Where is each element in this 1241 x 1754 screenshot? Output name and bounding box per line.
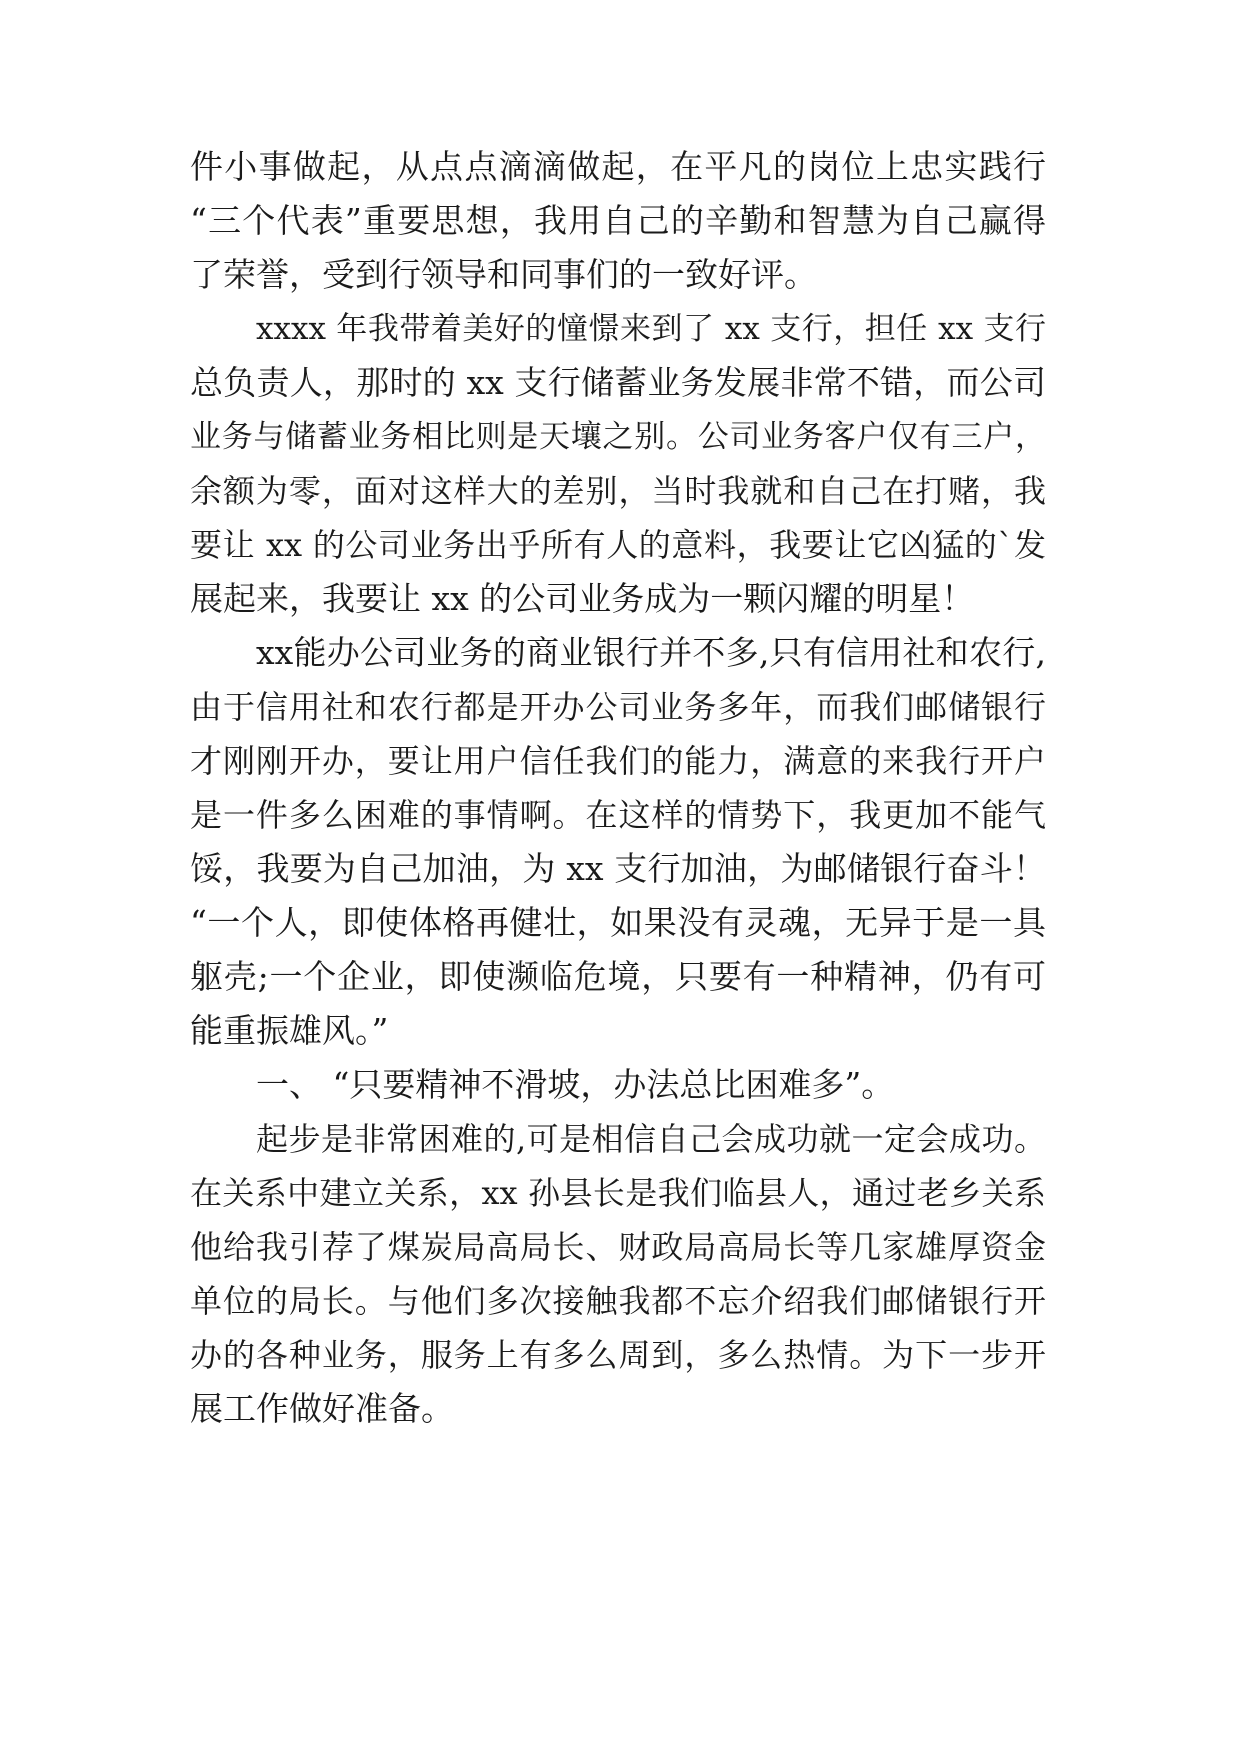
text-line: 件小事做起，从点点滴滴做起，在平凡的岗位上忠实践行 [190, 147, 1046, 186]
text-line: 总负责人，那时的 xx 支行储蓄业务发展非常不错，而公司 [190, 363, 1046, 402]
text-line: 馁，我要为自己加油，为 xx 支行加油，为邮储银行奋斗！ [190, 849, 1046, 888]
text-line: 单位的局长。与他们多次接触我都不忘介绍我们邮储银行开 [190, 1282, 1046, 1320]
text-line: 才刚刚开办，要让用户信任我们的能力，满意的来我行开户 [190, 742, 1046, 780]
text-line: 能重振雄风。” [190, 1011, 389, 1050]
text-line: 由于信用社和农行都是开办公司业务多年，而我们邮储银行 [190, 688, 1046, 726]
text-line: 他给我引荐了煤炭局高局长、财政局高局长等几家雄厚资金 [190, 1228, 1046, 1266]
text-line: 是一件多么困难的事情啊。在这样的情势下，我更加不能气 [190, 796, 1046, 834]
text-line: 要让 xx 的公司业务出乎所有人的意料，我要让它凶猛的`发 [190, 526, 1046, 564]
text-line: 展起来，我要让 xx 的公司业务成为一颗闪耀的明星！ [190, 579, 975, 618]
text-line: 办的各种业务，服务上有多么周到，多么热情。为下一步开 [190, 1336, 1046, 1374]
text-line: “三个代表”重要思想，我用自己的辛勤和智慧为自己赢得 [190, 201, 1046, 240]
text-line: 余额为零，面对这样大的差别，当时我就和自己在打赌，我 [190, 472, 1046, 510]
text-line: “一个人，即使体格再健壮，如果没有灵魂，无异于是一具 [190, 903, 1046, 942]
paragraph-first-line: xx能办公司业务的商业银行并不多,只有信用社和农行, [256, 633, 1046, 672]
paragraph-first-line: xxxx 年我带着美好的憧憬来到了 xx 支行，担任 xx 支行 [256, 311, 1046, 347]
section-heading: 一、 “只要精神不滑坡，办法总比困难多”。 [256, 1065, 895, 1104]
text-line: 躯壳;一个企业，即使濒临危境，只要有一种精神，仍有可 [190, 957, 1046, 996]
text-line: 在关系中建立关系，xx 孙县长是我们临县人，通过老乡关系 [190, 1174, 1046, 1212]
text-line: 业务与储蓄业务相比则是天壤之别。公司业务客户仅有三户， [190, 419, 1046, 455]
text-line: 了荣誉，受到行领导和同事们的一致好评。 [190, 255, 817, 294]
text-line: 展工作做好准备。 [190, 1389, 454, 1428]
paragraph-first-line: 起步是非常困难的,可是相信自己会成功就一定会成功。 [256, 1120, 1046, 1158]
